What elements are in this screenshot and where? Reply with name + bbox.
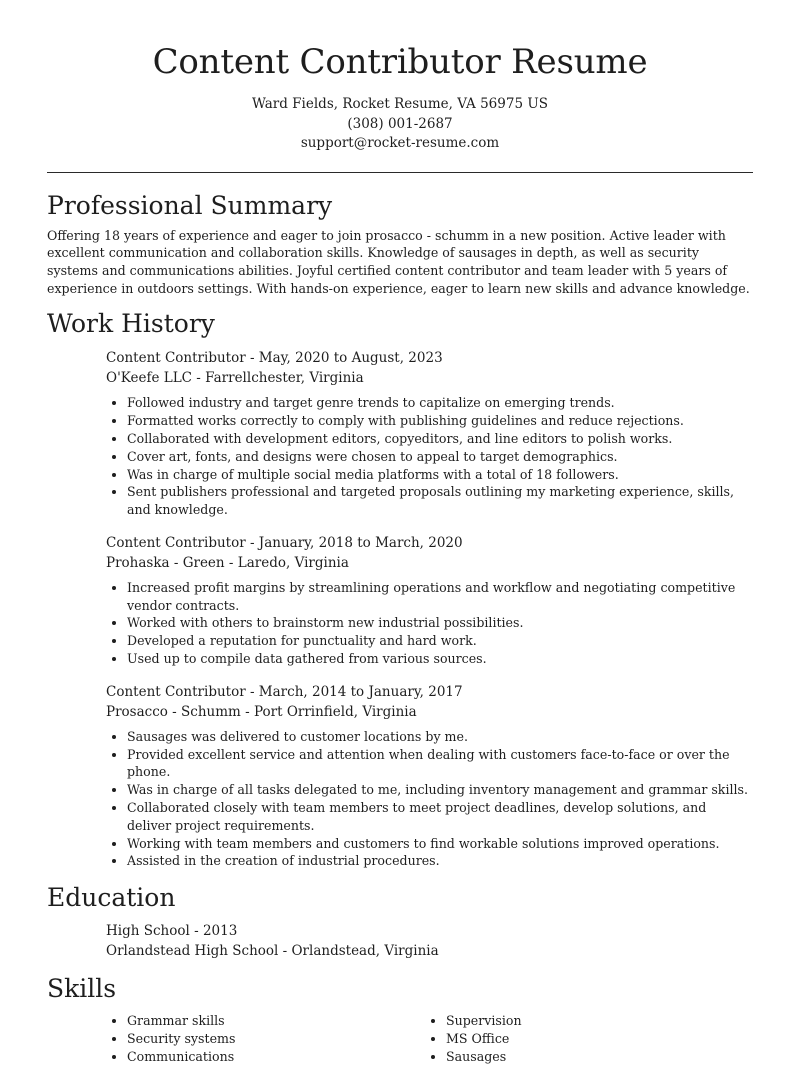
- job-bullet: • Sausages was delivered to customer locations by me.: [127, 728, 753, 746]
- resume-page: [47, 0, 753, 1066]
- contact-info: [47, 95, 753, 154]
- job-company-line: Prosacco - Schumm - Port Orrinfield, Virginia: [106, 703, 417, 720]
- job-title-line: Content Contributor - March, 2014 to January, 2017: [106, 683, 463, 700]
- work-history-section: [47, 309, 753, 870]
- job-bullet: • Used up to compile data gathered from various sources.: [127, 650, 753, 668]
- skills-column-left: [106, 1012, 425, 1065]
- job-bullets: [106, 579, 753, 668]
- job-title-line: Content Contributor - May, 2020 to August, 2023: [106, 350, 443, 367]
- address-text: Ward Fields, Rocket Resume, VA 56975 US: [252, 96, 548, 112]
- resume-title: Content Contributor Resume: [152, 42, 648, 82]
- education-degree-line: High School - 2013: [106, 923, 238, 940]
- resume-header: [47, 41, 753, 173]
- job-bullet: • Was in charge of multiple social media platforms with a total of 18 followers.: [127, 466, 753, 484]
- job-bullet: • Collaborated closely with team members to meet project deadlines, develop solutions, and deliver project requirements.: [127, 799, 753, 835]
- skill-item: • Communications: [127, 1048, 425, 1066]
- header-divider: [47, 172, 753, 173]
- job-company-line: Prohaska - Green - Laredo, Virginia: [106, 554, 349, 571]
- education-entry: [106, 921, 753, 961]
- skills-grid: [106, 1012, 753, 1065]
- job-bullet: • Collaborated with development editors, copyeditors, and line editors to polish works.: [127, 430, 753, 448]
- skill-item: • Supervision: [446, 1012, 725, 1030]
- skill-item: • Security systems: [127, 1030, 425, 1048]
- job-entry: [106, 533, 753, 668]
- education-heading: Education: [47, 883, 176, 913]
- skills-section: [47, 974, 753, 1065]
- job-bullets: [106, 394, 753, 519]
- skill-item: • Grammar skills: [127, 1012, 425, 1030]
- job-bullets: [106, 728, 753, 870]
- job-bullet: • Provided excellent service and attention when dealing with customers face-to-face or over the phone.: [127, 746, 753, 782]
- work-history-heading: Work History: [47, 309, 215, 339]
- job-bullet: • Increased profit margins by streamlining operations and workflow and negotiating competitive vendor contracts.: [127, 579, 753, 615]
- skill-item: • Sausages: [446, 1048, 725, 1066]
- skills-column-right: [425, 1012, 725, 1065]
- job-bullet: • Was in charge of all tasks delegated to me, including inventory management and grammar skills.: [127, 781, 753, 799]
- job-entry: [106, 348, 753, 519]
- education-school-line: Orlandstead High School - Orlandstead, Virginia: [106, 943, 439, 960]
- education-section: [47, 883, 753, 961]
- job-company-line: O'Keefe LLC - Farrellchester, Virginia: [106, 370, 364, 387]
- job-bullet: • Assisted in the creation of industrial procedures.: [127, 852, 753, 870]
- job-bullet: • Cover art, fonts, and designs were chosen to appeal to target demographics.: [127, 448, 753, 466]
- job-bullet: • Working with team members and customers to find workable solutions improved operations.: [127, 835, 753, 853]
- phone-text: (308) 001-2687: [347, 115, 453, 132]
- skill-item: • MS Office: [446, 1030, 725, 1048]
- summary-heading: Professional Summary: [47, 190, 333, 220]
- skills-heading: Skills: [47, 974, 117, 1004]
- job-bullet: • Worked with others to brainstorm new industrial possibilities.: [127, 614, 753, 632]
- job-title-line: Content Contributor - January, 2018 to March, 2020: [106, 534, 463, 551]
- job-bullet: • Followed industry and target genre trends to capitalize on emerging trends.: [127, 394, 753, 412]
- professional-summary-section: [47, 191, 753, 298]
- job-entry: [106, 682, 753, 870]
- email-text: support@rocket-resume.com: [300, 135, 500, 151]
- job-bullet: • Formatted works correctly to comply with publishing guidelines and reduce rejections.: [127, 412, 753, 430]
- job-bullet: • Developed a reputation for punctuality and hard work.: [127, 632, 753, 650]
- summary-text: Offering 18 years of experience and eager to join prosacco - schumm in a new position. Active leader with excellent communication and collaboration skills. Knowledge of sausages in depth, as well as security systems and communications abilities. Joyful certified content contributor and team leader with 5 years of experience in outdoors settings. With hands-on experience, eager to learn new skills and advance knowledge.: [47, 227, 750, 296]
- job-bullet: • Sent publishers professional and targeted proposals outlining my marketing experience, skills, and knowledge.: [127, 483, 753, 519]
